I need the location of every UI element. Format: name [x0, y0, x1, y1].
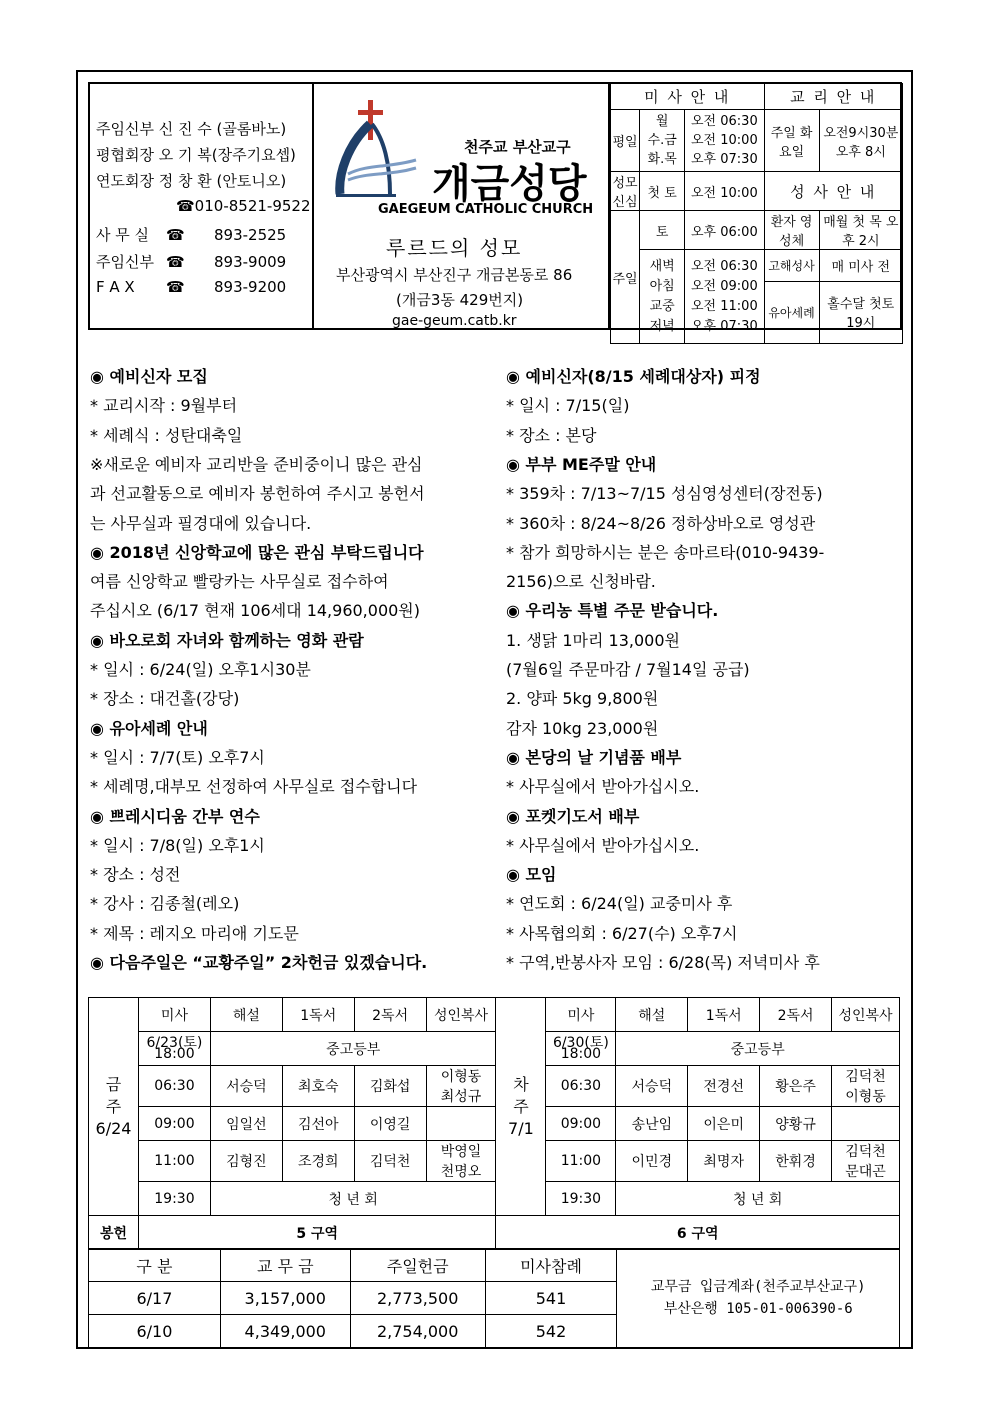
sacrament-time-1: 매월 첫 목 오후 2시 — [819, 211, 902, 250]
commentator: 이민경 — [616, 1141, 688, 1182]
sacraments-lower — [764, 250, 903, 344]
account-info: 교무금 입금계좌(천주교부산교구) 부산은행 105-01-006390-6 — [617, 1249, 900, 1348]
phone-icon: ☎ — [166, 226, 185, 244]
altar-servers — [426, 1107, 496, 1141]
notice-line: 감자 10kg 23,000원 — [506, 718, 659, 738]
sacrament-time-2: 매 미사 전 — [819, 250, 902, 281]
header-mass: 미사 — [546, 998, 616, 1032]
commentator: 김형진 — [210, 1141, 282, 1182]
notice-line: * 일시 : 7/7(토) 오후7시 — [90, 747, 265, 767]
notice-line: * 교리시작 : 9월부터 — [90, 396, 238, 416]
phone-pastor: 주임신부 ☎ 893-9009 — [96, 253, 287, 271]
reader-2: 김화섭 — [354, 1066, 426, 1107]
sacrament-time-3: 홀수달 첫토 19시 — [827, 297, 895, 332]
notice-line: * 참가 희망하시는 분은 송마르타(010-9439- — [506, 542, 825, 562]
sunday-time-1: 오후 06:00 — [685, 211, 764, 250]
notice-line: * 359차 : 7/13~7/15 성심영성센터(장전동) — [506, 484, 823, 504]
phone-icon: ☎ — [166, 253, 185, 271]
notice-heading: ◉ 부부 ME주말 안내 — [506, 454, 657, 474]
commentator: 서승덕 — [210, 1066, 282, 1107]
notice-line: * 360차 : 8/24~8/26 정하상바오로 영성관 — [506, 513, 816, 533]
notice-line: * 강사 : 김종철(레오) — [90, 894, 240, 914]
catechism-times: 오전9시30분 오후 8시 — [819, 110, 902, 172]
weekday-times: 오전 06:30 오전 10:00 오후 07:30 — [685, 110, 764, 172]
header-reading-1: 1독서 — [282, 998, 354, 1032]
notice-line: (7월6일 주문마감 / 7월14일 공급) — [506, 660, 750, 679]
notice-line: * 연도회 : 6/24(일) 교중미사 후 — [506, 894, 733, 914]
church-name: 개금성당 — [432, 161, 587, 207]
ministry-group: 청 년 회 — [210, 1182, 496, 1216]
commentator: 서승덕 — [616, 1066, 688, 1107]
finance-table — [88, 1248, 900, 1348]
devotion-day: 첫 토 — [640, 172, 685, 211]
bulletin-header — [88, 82, 902, 334]
reader-1: 조경희 — [282, 1141, 354, 1182]
header-reading-1: 1독서 — [688, 998, 760, 1032]
header-mass: 미사 — [138, 998, 210, 1032]
notice-heading: ◉ 우리농 특별 주문 받습니다. — [506, 601, 719, 621]
reader-1: 이은미 — [688, 1107, 760, 1141]
reader-1: 전경선 — [688, 1066, 760, 1107]
fin-header-dues: 교 무 금 — [220, 1249, 350, 1282]
header-altar-server: 성인복사 — [832, 998, 900, 1032]
staff-line-1: 주임신부 신 진 수 (골롬바노) — [96, 120, 287, 138]
notice-line: * 일시 : 7/8(일) 오후1시 — [90, 835, 265, 855]
sacrament-name-1: 환자 영성체 — [764, 211, 819, 250]
notice-line: * 장소 : 성전 — [90, 865, 181, 885]
altar-servers: 박영일 천명오 — [426, 1141, 496, 1182]
notice-line: 1. 생닭 1마리 13,000원 — [506, 630, 680, 650]
notice-heading: ◉ 모임 — [506, 865, 557, 885]
notice-line: * 세례명,대부모 선정하여 사무실로 접수합니다 — [90, 777, 418, 797]
mass-info-title: 미 사 안 내 — [611, 84, 765, 110]
fin-dues: 4,349,000 — [220, 1315, 350, 1348]
devotion-time: 오전 10:00 — [685, 172, 764, 211]
address-line-2: (개금3동 429번지) — [396, 291, 524, 309]
notice-line: 는 사무실과 필경대에 있습니다. — [90, 513, 312, 533]
website: gae-geum.catb.kr — [392, 313, 517, 329]
notice-line: * 사목협의회 : 6/27(수) 오후7시 — [506, 923, 738, 943]
address-line-1: 부산광역시 부산진구 개금본동로 86 — [336, 266, 573, 284]
mass-time: 09:00 — [138, 1107, 210, 1141]
mass-time: 6/23(토) 18:00 — [138, 1032, 210, 1066]
commentator: 임일선 — [210, 1107, 282, 1141]
notice-heading: ◉ 바오로회 자녀와 함께하는 영화 관람 — [90, 630, 364, 650]
notice-line: * 사무실에서 받아가십시오. — [506, 777, 700, 797]
reader-1: 최명자 — [688, 1141, 760, 1182]
fin-date: 6/10 — [89, 1315, 221, 1348]
sunday-label: 주일 — [611, 211, 640, 344]
mass-time: 06:30 — [546, 1066, 616, 1107]
mass-time: 6/30(토) 18:00 — [546, 1032, 616, 1066]
notice-heading: ◉ 예비신자 모집 — [90, 367, 208, 386]
sacrament-name-3: 유아세례 — [765, 281, 820, 343]
fin-attendance: 541 — [485, 1282, 617, 1315]
notice-line: * 사무실에서 받아가십시오. — [506, 835, 700, 855]
altar-servers: 이형동 최성규 — [426, 1066, 496, 1107]
fin-date: 6/17 — [89, 1282, 221, 1315]
notice-heading: ◉ 포켓기도서 배부 — [506, 806, 640, 826]
staff-panel — [90, 84, 314, 328]
next-week-offering: 6 구역 — [496, 1216, 900, 1250]
this-week-offering: 5 구역 — [138, 1216, 495, 1250]
mass-time: 09:00 — [546, 1107, 616, 1141]
this-week-label: 금 주 6/24 — [89, 998, 139, 1216]
reader-2: 양황규 — [760, 1107, 832, 1141]
altar-servers — [832, 1107, 900, 1141]
offering-label: 봉헌 — [89, 1216, 139, 1250]
fin-header-offering: 주일헌금 — [350, 1249, 485, 1282]
notice-heading: ◉ 본당의 날 기념품 배부 — [506, 747, 682, 767]
notice-line: * 제목 : 레지오 마리애 기도문 — [90, 923, 299, 943]
catechism-days: 주일 화요일 — [764, 110, 819, 172]
header-altar-server: 성인복사 — [426, 998, 496, 1032]
header-reading-2: 2독서 — [354, 998, 426, 1032]
ministry-group: 청 년 회 — [616, 1182, 900, 1216]
notice-line: 2156)으로 신청바람. — [506, 572, 656, 592]
mass-time: 19:30 — [138, 1182, 210, 1216]
header-commentary: 해설 — [616, 998, 688, 1032]
weekday-days: 월 수.금 화.목 — [640, 110, 685, 172]
church-logo-icon — [328, 94, 418, 204]
notice-heading: ◉ 유아세례 안내 — [90, 718, 208, 738]
fin-header-category: 구 분 — [89, 1249, 221, 1282]
reader-1: 김선아 — [282, 1107, 354, 1141]
notice-line: * 장소 : 본당 — [506, 425, 597, 445]
sunday-day-1: 토 — [640, 211, 685, 250]
sacrament-name-2: 고해성사 — [765, 250, 820, 281]
staff-line-2: 평협회장 오 기 복(장주기요셉) — [96, 146, 296, 164]
notice-line: 과 선교활동으로 예비자 봉헌하여 주시고 봉헌서 — [90, 484, 425, 504]
fin-header-attendance: 미사참례 — [485, 1249, 617, 1282]
reader-2: 한휘경 — [760, 1141, 832, 1182]
mobile-number: ☎010-8521-9522 — [176, 197, 311, 215]
header-reading-2: 2독서 — [760, 998, 832, 1032]
fin-dues: 3,157,000 — [220, 1282, 350, 1315]
fin-offering: 2,754,000 — [350, 1315, 485, 1348]
ministry-schedule-table — [88, 997, 900, 1250]
reader-1: 최호숙 — [282, 1066, 354, 1107]
devotion-label: 성모신심 — [611, 172, 640, 211]
notice-heading: ◉ 예비신자(8/15 세례대상자) 피정 — [506, 367, 761, 386]
notice-line: * 세례식 : 성탄대축일 — [90, 425, 243, 445]
phone-fax: F A X ☎ 893-9200 — [96, 278, 287, 296]
commentator: 송난임 — [616, 1107, 688, 1141]
notice-line: 주십시오 (6/17 현재 106세대 14,960,000원) — [90, 601, 421, 621]
notice-line: ※새로운 예비자 교리반을 준비중이니 많은 관심 — [90, 454, 423, 474]
church-english-name: GAEGEUM CATHOLIC CHURCH — [378, 202, 594, 217]
notice-line: * 장소 : 대건홀(강당) — [90, 689, 240, 709]
mass-time: 06:30 — [138, 1066, 210, 1107]
catechism-title: 교 리 안 내 — [764, 84, 903, 110]
fin-offering: 2,773,500 — [350, 1282, 485, 1315]
notice-line: 2. 양파 5kg 9,800원 — [506, 689, 659, 709]
notice-line: * 구역,반봉사자 모임 : 6/28(목) 저녁미사 후 — [506, 953, 820, 972]
staff-line-3: 연도회장 정 창 환 (안토니오) — [96, 172, 287, 190]
sunday-days: 새벽 아침 교중 저녁 — [640, 250, 685, 344]
altar-servers: 김덕천 문대곤 — [832, 1141, 900, 1182]
reader-2: 김덕천 — [354, 1141, 426, 1182]
diocese-name: 천주교 부산교구 — [464, 138, 571, 156]
reader-2: 이영길 — [354, 1107, 426, 1141]
altar-servers: 김덕천 이형동 — [832, 1066, 900, 1107]
notice-line: * 일시 : 7/15(일) — [506, 396, 630, 416]
notice-line: 여름 신앙학교 빨랑카는 사무실로 접수하여 — [90, 572, 389, 592]
ministry-group: 중고등부 — [210, 1032, 496, 1066]
notice-heading: ◉ 다음주일은 “교황주일” 2차헌금 있겠습니다. — [90, 953, 428, 972]
ministry-group: 중고등부 — [616, 1032, 900, 1066]
church-title-panel — [314, 84, 610, 328]
mass-time: 11:00 — [138, 1141, 210, 1182]
phone-office: 사 무 실 ☎ 893-2525 — [96, 226, 287, 244]
fin-attendance: 542 — [485, 1315, 617, 1348]
notice-heading: ◉ 쁘레시디움 간부 연수 — [90, 806, 260, 826]
phone-icon: ☎ — [166, 278, 185, 296]
header-commentary: 해설 — [210, 998, 282, 1032]
sacraments-title: 성 사 안 내 — [764, 172, 903, 211]
reader-2: 황은주 — [760, 1066, 832, 1107]
next-week-label: 차 주 7/1 — [496, 998, 546, 1216]
mass-time: 19:30 — [546, 1182, 616, 1216]
weekday-label: 평일 — [611, 110, 640, 172]
sunday-times: 오전 06:30 오전 09:00 오전 11:00 오후 07:30 — [685, 250, 764, 344]
mass-info-table — [610, 83, 903, 344]
notice-heading: ◉ 2018년 신앙학교에 많은 관심 부탁드립니다 — [90, 542, 424, 562]
mass-time: 11:00 — [546, 1141, 616, 1182]
bulletin-title: 루르드의 성모 — [386, 236, 523, 260]
notice-line: * 일시 : 6/24(일) 오후1시30분 — [90, 660, 311, 679]
